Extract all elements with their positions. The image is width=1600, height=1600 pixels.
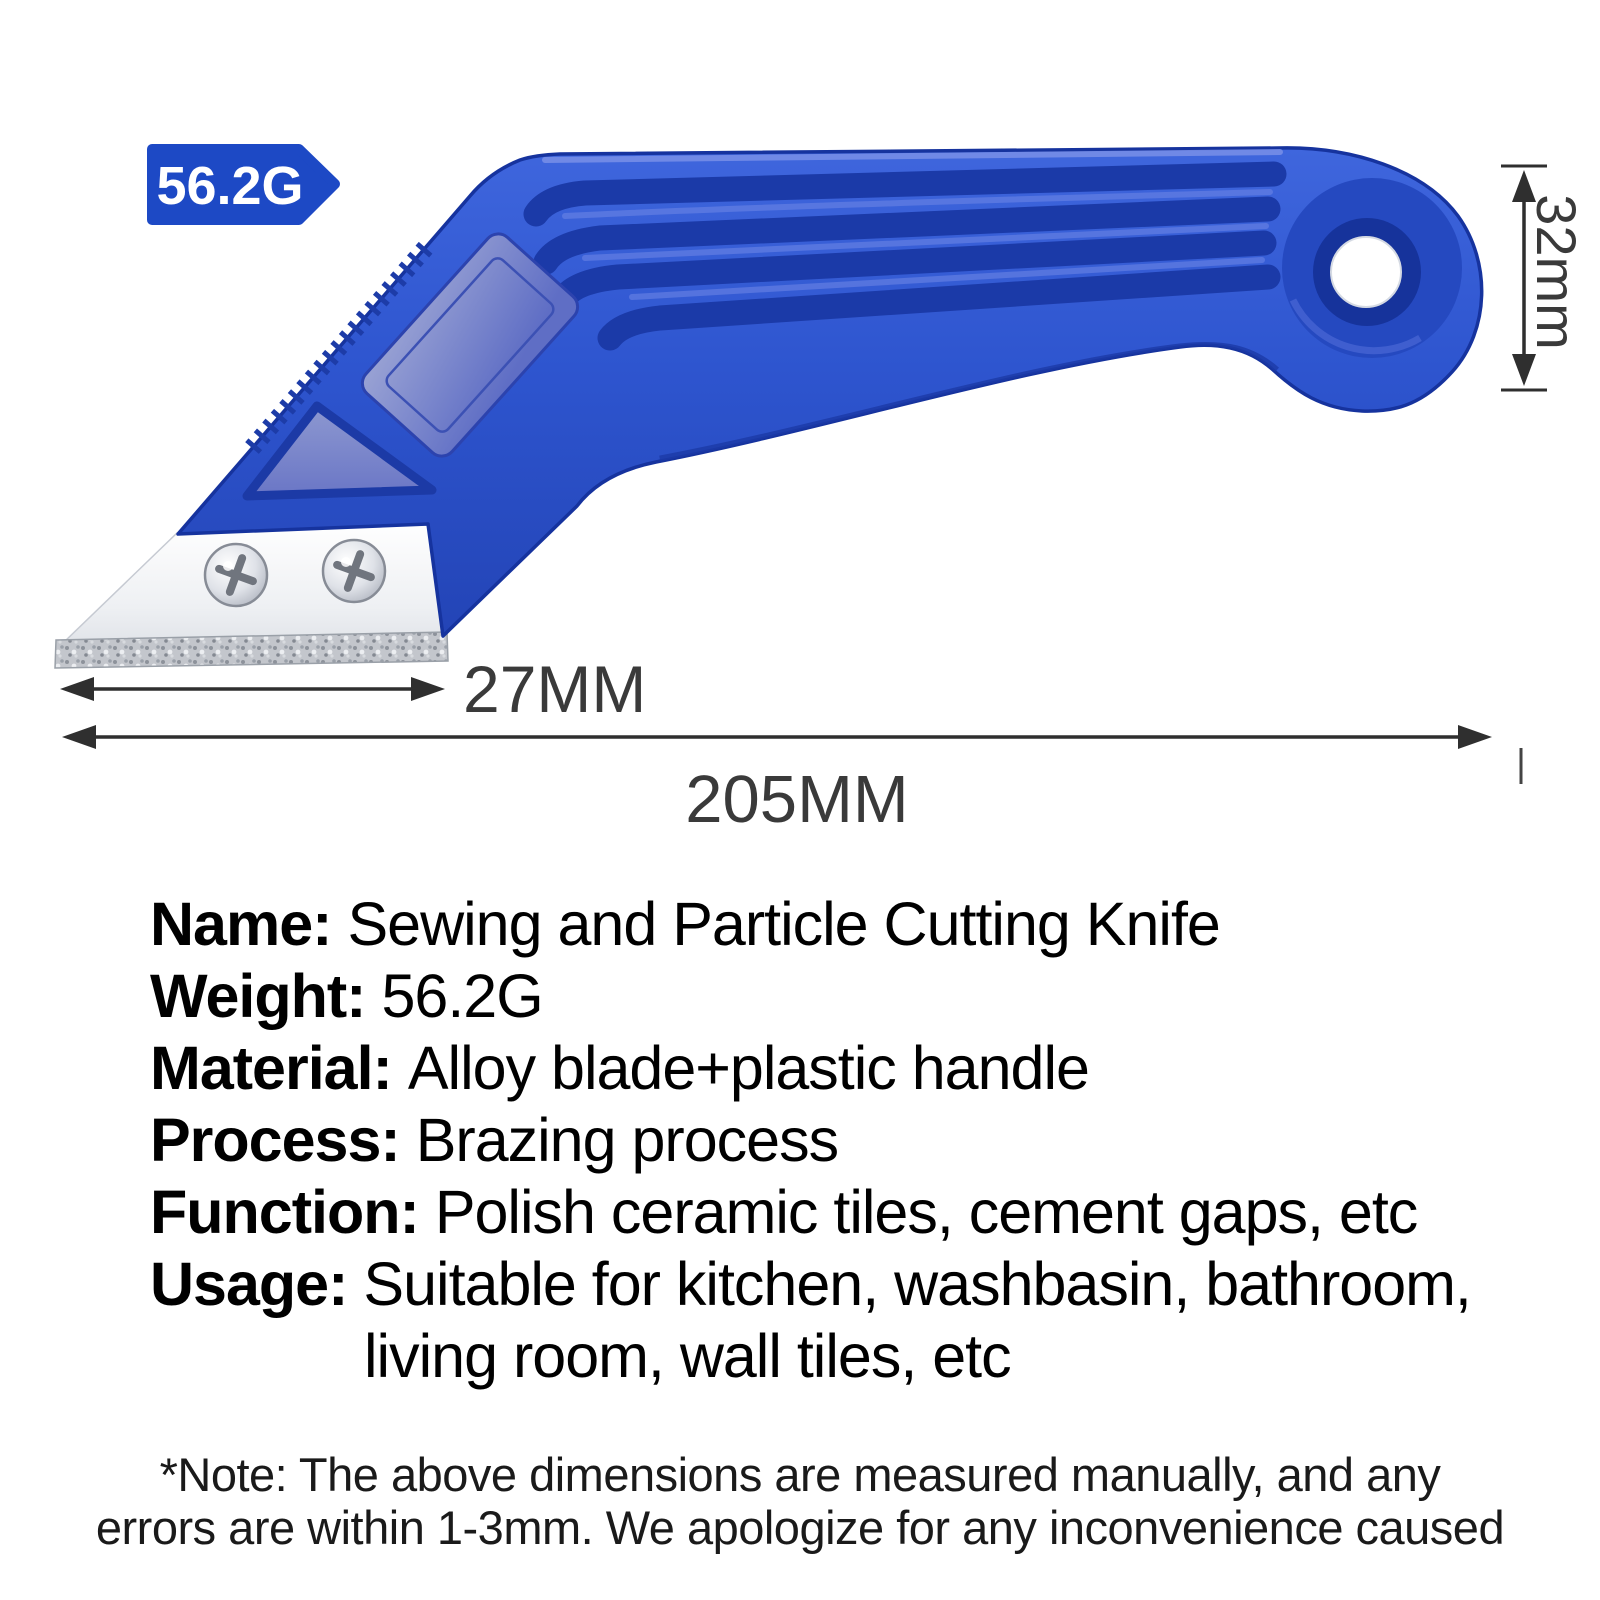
weight-badge — [152, 149, 335, 220]
spec-label: Name: — [150, 890, 332, 958]
spec-row-usage-continued — [364, 1320, 1550, 1392]
spec-value: Suitable for kitchen, washbasin, bathroom, — [363, 1250, 1471, 1318]
spec-row-function — [150, 1176, 1550, 1248]
spec-value: 56.2G — [381, 962, 543, 1030]
badge-weight-label: 56.2G — [156, 156, 304, 216]
spec-row-weight — [150, 960, 1550, 1032]
hanging-hole — [1331, 237, 1401, 307]
head-height-label: 32mm — [1525, 194, 1588, 350]
spec-value: Alloy blade+plastic handle — [407, 1034, 1089, 1102]
footnote-line-1: *Note: The above dimensions are measured manually, and any — [159, 1448, 1441, 1501]
spec-value: Brazing process — [415, 1106, 839, 1174]
dimension-total-length — [62, 725, 1521, 837]
spec-value: living room, wall tiles, etc — [364, 1322, 1011, 1390]
footnote — [0, 1448, 1600, 1554]
spec-label: Function: — [150, 1178, 419, 1246]
footnote-line-2: errors are within 1-3mm. We apologize for any inconvenience caused — [95, 1501, 1505, 1554]
spec-row-material — [150, 1032, 1550, 1104]
dimension-head-height — [1501, 166, 1588, 390]
screw-left-icon — [205, 544, 267, 606]
spec-label: Usage: — [150, 1250, 348, 1318]
spec-label: Material: — [150, 1034, 392, 1102]
total-length-label: 205MM — [685, 762, 909, 837]
spec-row-usage — [150, 1248, 1550, 1320]
spec-row-name — [150, 888, 1550, 960]
blade — [55, 522, 448, 668]
spec-row-process — [150, 1104, 1550, 1176]
spec-label: Process: — [150, 1106, 400, 1174]
spec-label: Weight: — [150, 962, 366, 1030]
spec-value: Polish ceramic tiles, cement gaps, etc — [434, 1178, 1418, 1246]
screw-right-icon — [323, 540, 385, 602]
spec-list — [150, 888, 1550, 1392]
spec-value: Sewing and Particle Cutting Knife — [347, 890, 1220, 958]
blade-width-label: 27MM — [463, 652, 647, 726]
